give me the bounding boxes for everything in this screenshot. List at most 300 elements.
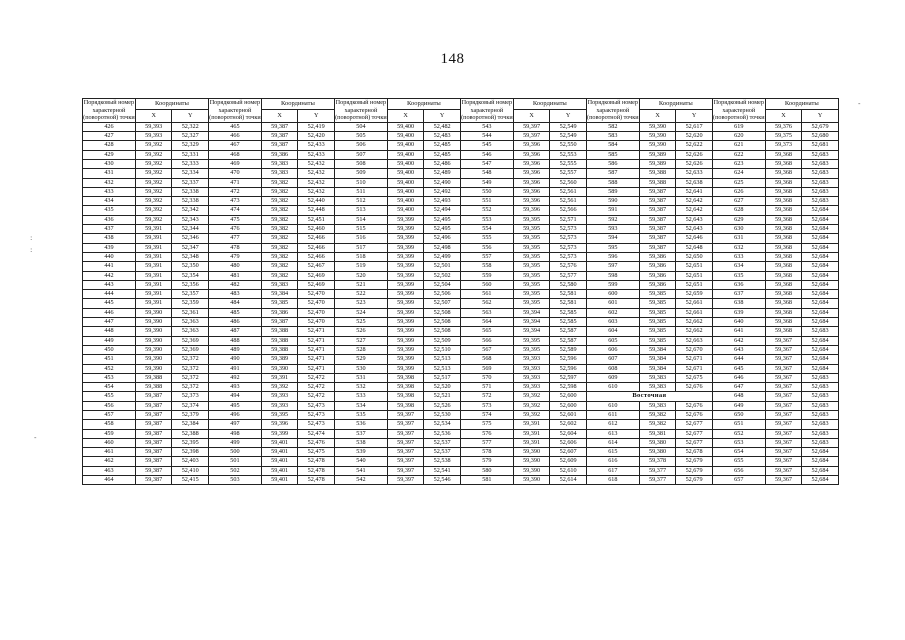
point-number-cell: 585 — [586, 150, 639, 159]
y-cell: 52,581 — [550, 299, 587, 308]
table-row — [83, 318, 839, 327]
y-cell: 52,589 — [550, 345, 587, 354]
point-number-cell: 618 — [586, 476, 639, 485]
x-cell: 59,378 — [639, 457, 676, 466]
y-cell: 52,329 — [172, 141, 209, 150]
y-cell: 52,471 — [298, 327, 335, 336]
x-cell: 59,385 — [639, 299, 676, 308]
y-cell: 52,609 — [550, 457, 587, 466]
x-cell: 59,382 — [261, 271, 298, 280]
x-cell: 59,382 — [261, 225, 298, 234]
x-cell: 59,367 — [765, 420, 802, 429]
y-cell: 52,651 — [676, 271, 713, 280]
point-number-cell: 573 — [460, 401, 513, 410]
point-number-cell: 505 — [334, 132, 387, 141]
x-cell: 59,390 — [135, 345, 172, 354]
y-cell: 52,602 — [550, 420, 587, 429]
point-number-cell: 639 — [712, 308, 765, 317]
point-number-cell: 445 — [83, 299, 136, 308]
point-number-cell: 579 — [460, 457, 513, 466]
x-cell: 59,368 — [765, 280, 802, 289]
point-number-cell: 454 — [83, 383, 136, 392]
point-number-cell: 594 — [586, 234, 639, 243]
table-row — [83, 420, 839, 429]
y-cell: 52,626 — [676, 159, 713, 168]
table-row — [83, 355, 839, 364]
point-number-cell: 467 — [208, 141, 261, 150]
y-cell: 52,566 — [550, 206, 587, 215]
x-cell: 59,400 — [387, 206, 424, 215]
table-row — [83, 383, 839, 392]
x-cell: 59,399 — [387, 290, 424, 299]
point-number-cell: 552 — [460, 206, 513, 215]
y-cell: 52,451 — [298, 215, 335, 224]
point-number-cell: 521 — [334, 280, 387, 289]
point-number-cell: 513 — [334, 206, 387, 215]
y-cell: 52,501 — [424, 262, 461, 271]
point-number-cell: 591 — [586, 206, 639, 215]
y-cell: 52,475 — [298, 448, 335, 457]
y-cell: 52,469 — [298, 280, 335, 289]
header-x: X — [387, 109, 424, 122]
x-cell: 59,376 — [765, 122, 802, 131]
y-cell: 52,485 — [424, 141, 461, 150]
x-cell: 59,399 — [387, 271, 424, 280]
point-number-cell: 461 — [83, 448, 136, 457]
y-cell: 52,384 — [172, 420, 209, 429]
x-cell: 59,386 — [639, 280, 676, 289]
y-cell: 52,684 — [802, 225, 839, 234]
x-cell: 59,392 — [135, 178, 172, 187]
table-row — [83, 466, 839, 475]
header-y: Y — [172, 109, 209, 122]
x-cell: 59,387 — [135, 410, 172, 419]
point-number-cell: 643 — [712, 345, 765, 354]
point-number-cell: 578 — [460, 448, 513, 457]
x-cell: 59,399 — [387, 364, 424, 373]
point-number-cell: 650 — [712, 410, 765, 419]
y-cell: 52,648 — [676, 243, 713, 252]
y-cell: 52,549 — [550, 122, 587, 131]
x-cell: 59,397 — [513, 132, 550, 141]
point-number-cell: 602 — [586, 308, 639, 317]
x-cell: 59,382 — [261, 243, 298, 252]
x-cell: 59,399 — [387, 234, 424, 243]
x-cell: 59,392 — [135, 141, 172, 150]
y-cell: 52,470 — [298, 308, 335, 317]
table-row — [83, 122, 839, 131]
point-number-cell: 644 — [712, 355, 765, 364]
table-row — [83, 187, 839, 196]
x-cell: 59,385 — [639, 290, 676, 299]
y-cell: 52,432 — [298, 169, 335, 178]
y-cell: 52,489 — [424, 169, 461, 178]
x-cell: 59,368 — [765, 197, 802, 206]
point-number-cell: 429 — [83, 150, 136, 159]
point-number-cell: 457 — [83, 410, 136, 419]
y-cell: 52,683 — [802, 438, 839, 447]
point-number-cell: 562 — [460, 299, 513, 308]
point-number-cell: 474 — [208, 206, 261, 215]
point-number-cell: 655 — [712, 457, 765, 466]
y-cell: 52,577 — [550, 271, 587, 280]
point-number-cell: 570 — [460, 373, 513, 382]
x-cell: 59,382 — [261, 187, 298, 196]
y-cell: 52,600 — [550, 392, 587, 401]
y-cell: 52,580 — [550, 280, 587, 289]
x-cell: 59,382 — [261, 252, 298, 261]
point-number-cell: 607 — [586, 355, 639, 364]
point-number-cell: 577 — [460, 438, 513, 447]
y-cell: 52,684 — [802, 206, 839, 215]
point-number-cell: 572 — [460, 392, 513, 401]
point-number-cell: 538 — [334, 438, 387, 447]
point-number-cell: 601 — [586, 299, 639, 308]
point-number-cell: 519 — [334, 262, 387, 271]
y-cell: 52,679 — [676, 466, 713, 475]
point-number-cell: 612 — [586, 420, 639, 429]
point-number-cell: 486 — [208, 318, 261, 327]
y-cell: 52,517 — [424, 373, 461, 382]
x-cell: 59,383 — [261, 159, 298, 168]
point-number-cell: 523 — [334, 299, 387, 308]
x-cell: 59,398 — [387, 383, 424, 392]
x-cell: 59,400 — [387, 178, 424, 187]
y-cell: 52,472 — [298, 383, 335, 392]
table-row — [83, 327, 839, 336]
scan-artifact: - — [858, 100, 861, 108]
y-cell: 52,679 — [802, 122, 839, 131]
point-number-cell: 640 — [712, 318, 765, 327]
y-cell: 52,495 — [424, 215, 461, 224]
y-cell: 52,683 — [802, 420, 839, 429]
point-number-cell: 632 — [712, 243, 765, 252]
x-cell: 59,387 — [135, 392, 172, 401]
point-number-cell: 506 — [334, 141, 387, 150]
y-cell: 52,683 — [802, 187, 839, 196]
x-cell: 59,384 — [639, 364, 676, 373]
table-row — [83, 225, 839, 234]
y-cell: 52,508 — [424, 318, 461, 327]
x-cell: 59,391 — [513, 420, 550, 429]
point-number-cell: 547 — [460, 159, 513, 168]
table-body — [83, 122, 839, 485]
x-cell: 59,367 — [765, 448, 802, 457]
y-cell: 52,466 — [298, 234, 335, 243]
point-number-cell: 571 — [460, 383, 513, 392]
point-number-cell: 558 — [460, 262, 513, 271]
point-number-cell: 555 — [460, 234, 513, 243]
x-cell: 59,390 — [135, 355, 172, 364]
x-cell: 59,396 — [513, 159, 550, 168]
y-cell: 52,662 — [676, 327, 713, 336]
x-cell: 59,368 — [765, 206, 802, 215]
point-number-cell: 617 — [586, 466, 639, 475]
x-cell: 59,394 — [513, 318, 550, 327]
x-cell: 59,393 — [261, 392, 298, 401]
point-number-cell: 428 — [83, 141, 136, 150]
y-cell: 52,495 — [424, 225, 461, 234]
table-row — [83, 392, 839, 401]
point-number-cell: 603 — [586, 318, 639, 327]
x-cell: 59,391 — [513, 429, 550, 438]
y-cell: 52,662 — [676, 318, 713, 327]
y-cell: 52,432 — [298, 187, 335, 196]
y-cell: 52,587 — [550, 336, 587, 345]
x-cell: 59,368 — [765, 225, 802, 234]
x-cell: 59,388 — [639, 178, 676, 187]
y-cell: 52,513 — [424, 355, 461, 364]
point-number-cell: 613 — [586, 429, 639, 438]
y-cell: 52,471 — [298, 355, 335, 364]
x-cell: 59,392 — [135, 169, 172, 178]
x-cell: 59,368 — [765, 318, 802, 327]
point-number-cell: 631 — [712, 234, 765, 243]
header-coordinates: Координаты — [387, 99, 460, 110]
y-cell: 52,476 — [298, 438, 335, 447]
x-cell: 59,391 — [513, 438, 550, 447]
y-cell: 52,372 — [172, 383, 209, 392]
y-cell: 52,410 — [172, 466, 209, 475]
x-cell: 59,384 — [639, 355, 676, 364]
point-number-cell: 565 — [460, 327, 513, 336]
x-cell: 59,368 — [765, 308, 802, 317]
point-number-cell: 460 — [83, 438, 136, 447]
x-cell: 59,393 — [261, 401, 298, 410]
y-cell: 52,641 — [676, 187, 713, 196]
header-point-number: Порядковый номер характерной (поворотной) точки — [209, 99, 261, 122]
point-number-cell: 468 — [208, 150, 261, 159]
scan-artifact: : — [30, 234, 33, 242]
y-cell: 52,359 — [172, 299, 209, 308]
x-cell: 59,389 — [639, 159, 676, 168]
point-number-cell: 499 — [208, 438, 261, 447]
x-cell: 59,395 — [513, 225, 550, 234]
y-cell: 52,470 — [298, 290, 335, 299]
point-number-cell: 426 — [83, 122, 136, 131]
x-cell: 59,383 — [639, 383, 676, 392]
y-cell: 52,343 — [172, 215, 209, 224]
x-cell: 59,397 — [513, 122, 550, 131]
y-cell: 52,379 — [172, 410, 209, 419]
point-number-cell: 456 — [83, 401, 136, 410]
x-cell: 59,392 — [135, 197, 172, 206]
y-cell: 52,415 — [172, 476, 209, 485]
point-number-cell: 440 — [83, 252, 136, 261]
point-number-cell: 623 — [712, 159, 765, 168]
y-cell: 52,683 — [802, 401, 839, 410]
x-cell: 59,386 — [639, 252, 676, 261]
y-cell: 52,470 — [298, 318, 335, 327]
section-label: Восточная — [586, 392, 712, 401]
x-cell: 59,393 — [513, 364, 550, 373]
x-cell: 59,392 — [513, 410, 550, 419]
x-cell: 59,387 — [261, 122, 298, 131]
coordinates-table-wrapper — [82, 98, 838, 485]
y-cell: 52,683 — [802, 392, 839, 401]
y-cell: 52,684 — [802, 364, 839, 373]
y-cell: 52,403 — [172, 457, 209, 466]
x-cell: 59,386 — [261, 308, 298, 317]
point-number-cell: 648 — [712, 392, 765, 401]
x-cell: 59,385 — [639, 318, 676, 327]
x-cell: 59,373 — [765, 141, 802, 150]
y-cell: 52,507 — [424, 299, 461, 308]
y-cell: 52,643 — [676, 215, 713, 224]
point-number-cell: 620 — [712, 132, 765, 141]
x-cell: 59,391 — [135, 262, 172, 271]
y-cell: 52,573 — [550, 234, 587, 243]
y-cell: 52,536 — [424, 429, 461, 438]
table-row — [83, 438, 839, 447]
x-cell: 59,392 — [261, 383, 298, 392]
x-cell: 59,401 — [261, 438, 298, 447]
x-cell: 59,393 — [135, 132, 172, 141]
point-number-cell: 469 — [208, 159, 261, 168]
x-cell: 59,396 — [513, 141, 550, 150]
point-number-cell: 637 — [712, 290, 765, 299]
y-cell: 52,651 — [676, 280, 713, 289]
point-number-cell: 610 — [586, 401, 639, 410]
point-number-cell: 438 — [83, 234, 136, 243]
point-number-cell: 549 — [460, 178, 513, 187]
x-cell: 59,382 — [261, 206, 298, 215]
header-coordinates: Координаты — [513, 99, 586, 110]
y-cell: 52,663 — [676, 336, 713, 345]
point-number-cell: 493 — [208, 383, 261, 392]
point-number-cell: 465 — [208, 122, 261, 131]
x-cell: 59,368 — [765, 159, 802, 168]
y-cell: 52,646 — [676, 234, 713, 243]
y-cell: 52,372 — [172, 373, 209, 382]
y-cell: 52,478 — [298, 466, 335, 475]
x-cell: 59,399 — [387, 336, 424, 345]
y-cell: 52,485 — [424, 150, 461, 159]
table-row — [83, 178, 839, 187]
point-number-cell: 551 — [460, 197, 513, 206]
point-number-cell: 568 — [460, 355, 513, 364]
y-cell: 52,538 — [424, 457, 461, 466]
point-number-cell: 621 — [712, 141, 765, 150]
point-number-cell: 533 — [334, 392, 387, 401]
header-x: X — [639, 109, 676, 122]
y-cell: 52,471 — [298, 336, 335, 345]
x-cell: 59,388 — [261, 345, 298, 354]
y-cell: 52,626 — [676, 150, 713, 159]
x-cell: 59,400 — [387, 187, 424, 196]
y-cell: 52,675 — [676, 373, 713, 382]
header-point-number: Порядковый номер характерной (поворотной) точки — [587, 99, 639, 122]
point-number-cell: 529 — [334, 355, 387, 364]
x-cell: 59,385 — [639, 327, 676, 336]
x-cell: 59,367 — [765, 429, 802, 438]
x-cell: 59,387 — [261, 141, 298, 150]
table-row — [83, 150, 839, 159]
point-number-cell: 646 — [712, 373, 765, 382]
point-number-cell: 557 — [460, 252, 513, 261]
x-cell: 59,388 — [135, 373, 172, 382]
x-cell: 59,367 — [765, 345, 802, 354]
x-cell: 59,392 — [135, 159, 172, 168]
point-number-cell: 478 — [208, 243, 261, 252]
page-number: 148 — [440, 51, 465, 67]
x-cell: 59,400 — [387, 169, 424, 178]
x-cell: 59,399 — [387, 318, 424, 327]
y-cell: 52,585 — [550, 318, 587, 327]
point-number-cell: 541 — [334, 466, 387, 475]
x-cell: 59,386 — [639, 262, 676, 271]
y-cell: 52,573 — [550, 252, 587, 261]
x-cell: 59,377 — [639, 466, 676, 475]
point-number-cell: 508 — [334, 159, 387, 168]
point-number-cell: 431 — [83, 169, 136, 178]
x-cell: 59,387 — [135, 420, 172, 429]
x-cell: 59,368 — [765, 299, 802, 308]
y-cell: 52,486 — [424, 159, 461, 168]
point-number-cell: 490 — [208, 355, 261, 364]
point-number-cell: 567 — [460, 345, 513, 354]
point-number-cell: 434 — [83, 197, 136, 206]
y-cell: 52,499 — [424, 252, 461, 261]
x-cell: 59,398 — [387, 373, 424, 382]
y-cell: 52,508 — [424, 308, 461, 317]
point-number-cell: 636 — [712, 280, 765, 289]
point-number-cell: 574 — [460, 410, 513, 419]
x-cell: 59,399 — [387, 299, 424, 308]
y-cell: 52,342 — [172, 206, 209, 215]
y-cell: 52,419 — [298, 122, 335, 131]
y-cell: 52,684 — [802, 476, 839, 485]
y-cell: 52,498 — [424, 243, 461, 252]
point-number-cell: 489 — [208, 345, 261, 354]
point-number-cell: 516 — [334, 234, 387, 243]
x-cell: 59,390 — [135, 308, 172, 317]
header-coordinates: Координаты — [765, 99, 838, 110]
y-cell: 52,350 — [172, 262, 209, 271]
point-number-cell: 550 — [460, 187, 513, 196]
point-number-cell: 546 — [460, 150, 513, 159]
y-cell: 52,472 — [298, 392, 335, 401]
x-cell: 59,385 — [261, 299, 298, 308]
x-cell: 59,395 — [513, 234, 550, 243]
y-cell: 52,520 — [424, 383, 461, 392]
point-number-cell: 587 — [586, 169, 639, 178]
table-row — [83, 429, 839, 438]
y-cell: 52,356 — [172, 280, 209, 289]
table-row — [83, 206, 839, 215]
x-cell: 59,394 — [513, 327, 550, 336]
point-number-cell: 537 — [334, 429, 387, 438]
point-number-cell: 657 — [712, 476, 765, 485]
y-cell: 52,494 — [424, 206, 461, 215]
y-cell: 52,684 — [802, 336, 839, 345]
header-y: Y — [550, 109, 587, 122]
x-cell: 59,393 — [513, 355, 550, 364]
point-number-cell: 652 — [712, 429, 765, 438]
x-cell: 59,390 — [135, 364, 172, 373]
y-cell: 52,571 — [550, 215, 587, 224]
y-cell: 52,679 — [676, 476, 713, 485]
y-cell: 52,581 — [550, 290, 587, 299]
x-cell: 59,395 — [513, 262, 550, 271]
x-cell: 59,368 — [765, 243, 802, 252]
point-number-cell: 524 — [334, 308, 387, 317]
y-cell: 52,684 — [802, 299, 839, 308]
x-cell: 59,395 — [513, 243, 550, 252]
x-cell: 59,388 — [135, 383, 172, 392]
x-cell: 59,382 — [261, 262, 298, 271]
y-cell: 52,338 — [172, 187, 209, 196]
